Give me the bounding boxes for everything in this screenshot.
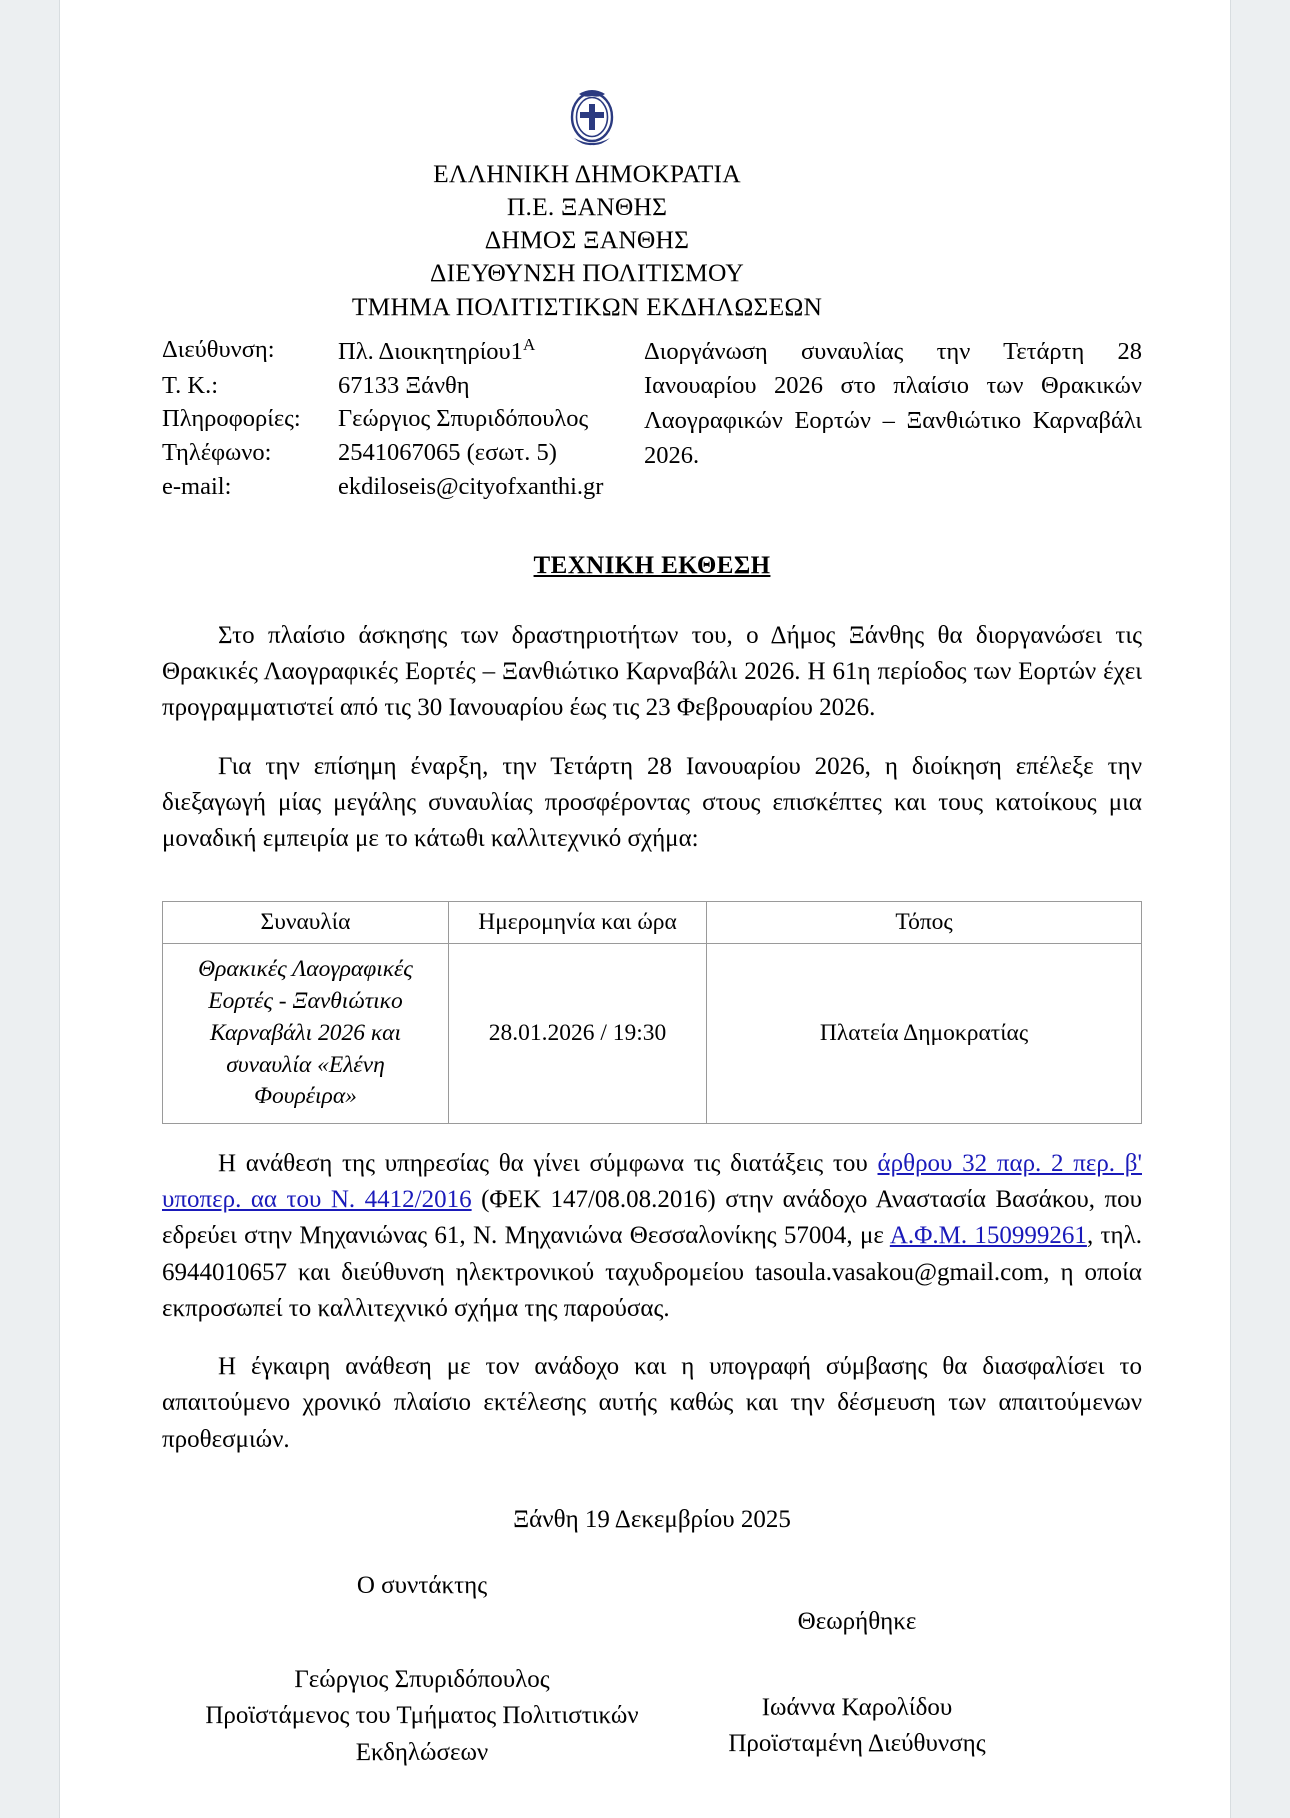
signature-right-title-1: Προϊσταμένη Διεύθυνσης (728, 1730, 986, 1758)
paragraph-3-part-1: Η ανάθεση της υπηρεσίας θα γίνει σύμφωνα τις διατάξεις του (218, 1149, 878, 1177)
emblem-container (42, 86, 1142, 153)
table-header-row (163, 902, 1142, 944)
cell-datetime: 28.01.2026 / 19:30 (449, 944, 707, 1124)
header-line-4: ΔΙΕΥΘΥΝΣΗ ΠΟΛΙΤΙΣΜΟΥ (430, 258, 744, 288)
table-row (163, 944, 1142, 1124)
document-page (60, 0, 1230, 1818)
law-reference-link[interactable]: άρθρου 32 παρ. 2 περ. β' υποπερ. αα του Ν. 4412/2016 (162, 1149, 1142, 1214)
paragraph-4: Η έγκαιρη ανάθεση με τον ανάδοχο και η υπογραφή σύμβασης θα διασφαλίσει το απαιτούμενο χρονικό πλαίσιο εκτέλεσης αυτής καθώς και την δέσμευση των απαιτούμενων προθεσμιών. (162, 1353, 1142, 1453)
paragraph-3-part-3: , τηλ. 6944010657 και διεύθυνση ηλεκτρονικού ταχυδρομείου tasoula.vasakou@gmail.com, η οποία εκπροσωπεί το καλλιτεχνικό σχήμα της παρούσας. (162, 1222, 1142, 1322)
contact-value: Γεώργιος Σπυριδόπουλος (338, 405, 589, 433)
contact-row (162, 470, 622, 504)
contact-email-value: ekdiloseis@cityofxanthi.gr (338, 473, 604, 501)
contact-value: 2541067065 (εσωτ. 5) (338, 439, 557, 467)
vat-number-link[interactable]: Α.Φ.Μ. 150999261 (889, 1222, 1087, 1250)
contact-row (162, 333, 622, 369)
table-header-datetime: Ημερομηνία και ώρα (449, 902, 707, 944)
subject-text: Διοργάνωση συναυλίας την Τετάρτη 28 Ιανουαρίου 2026 στο πλαίσιο των Θρακικών Λαογραφικών Εορτών – Ξανθιώτικο Καρναβάλι 2026. (644, 337, 1142, 470)
paragraph-1: Στο πλαίσιο άσκησης των δραστηριοτήτων του, ο Δήμος Ξάνθης θα διοργανώσει τις Θρακικές Λαογραφικές Εορτές – Ξανθιώτικο Καρναβάλι 2026. Η 61η περίοδος των Εορτών έχει προγραμματιστεί από τις 30 Ιανουαρίου έως τις 23 Φεβρουαρίου 2026. (162, 621, 1142, 722)
signatures-section (162, 1568, 1142, 1778)
signature-left (192, 1568, 652, 1771)
authority-header (32, 157, 1142, 323)
contact-and-subject (162, 333, 1142, 504)
header-line-5: ΤΜΗΜΑ ΠΟΛΙΤΙΣΤΙΚΩΝ ΕΚΔΗΛΩΣΕΩΝ (351, 291, 823, 321)
contact-label: Τ. Κ.: (162, 371, 219, 399)
signature-left-name: Γεώργιος Σπυριδόπουλος (294, 1666, 550, 1694)
contact-block (162, 333, 622, 504)
page-title: ΤΕΧΝΙΚΗ ΕΚΘΕΣΗ (533, 551, 771, 579)
table-header-concert: Συναυλία (163, 902, 449, 944)
greek-republic-emblem-icon (565, 86, 619, 148)
contact-label: Πληροφορίες: (162, 405, 301, 433)
contact-value: 67133 Ξάνθη (338, 371, 470, 399)
place-and-date: Ξάνθη 19 Δεκεμβρίου 2025 (513, 1505, 791, 1533)
paragraph-3-part-2: (ΦΕΚ 147/08.08.2016) στην ανάδοχο Αναστασία Βασάκου, που εδρεύει στην Μηχανιώνας 61, Ν. Μηχανιώνα Θεσσαλονίκης 57004, με (162, 1186, 1142, 1250)
contact-value: Πλ. $\Delta\iota o\iota\kappa\eta\tau\eta\rho ίo\upsilon 1^A$ (338, 334, 536, 365)
header-line-2: Π.Ε. ΞΑΝΘΗΣ (506, 192, 668, 222)
cell-concert: Θρακικές Λαογραφικές Εορτές - Ξανθιώτικο Καρναβάλι 2026 και συναυλία «Ελένη Φουρέιρα» (163, 944, 449, 1124)
cell-place: Πλατεία Δημοκρατίας (707, 944, 1142, 1124)
contact-row (162, 369, 622, 403)
paragraph-2: Για την επίσημη έναρξη, την Τετάρτη 28 Ιανουαρίου 2026, η διοίκηση επέλεξε την διεξαγωγή μίας μεγάλης συναυλίας προσφέροντας στους επισκέπτες και τους κατοίκους μια μοναδική εμπειρία με το κάτωθι καλλιτεχνικό σχήμα: (162, 752, 1142, 853)
contact-label: Διεύθυνση: (162, 335, 275, 363)
table-header-place: Τόπος (707, 902, 1142, 944)
contact-row (162, 436, 622, 470)
contact-label: Τηλέφωνο: (162, 439, 272, 467)
contact-row (162, 402, 622, 436)
signature-left-title-2: Εκδηλώσεων (355, 1738, 489, 1766)
concert-table (162, 901, 1142, 1124)
paragraph-3 (162, 1146, 1142, 1327)
header-line-3: ΔΗΜΟΣ ΞΑΝΘΗΣ (484, 225, 690, 255)
signature-right (642, 1604, 1072, 1763)
signature-right-name: Ιωάννα Καρολίδου (761, 1694, 953, 1722)
header-line-1: ΕΛΛΗΝΙΚΗ ΔΗΜΟΚΡΑΤΙΑ (433, 159, 741, 188)
contact-label: e-mail: (162, 473, 232, 501)
address-superscript: Α (522, 334, 536, 354)
document-content (60, 0, 1230, 1778)
signature-right-role: Θεωρήθηκε (797, 1607, 917, 1635)
signature-left-title-1: Προϊστάμενος του Τμήματος Πολιτιστικών (205, 1702, 639, 1730)
signature-left-role: Ο συντάκτης (356, 1571, 488, 1599)
